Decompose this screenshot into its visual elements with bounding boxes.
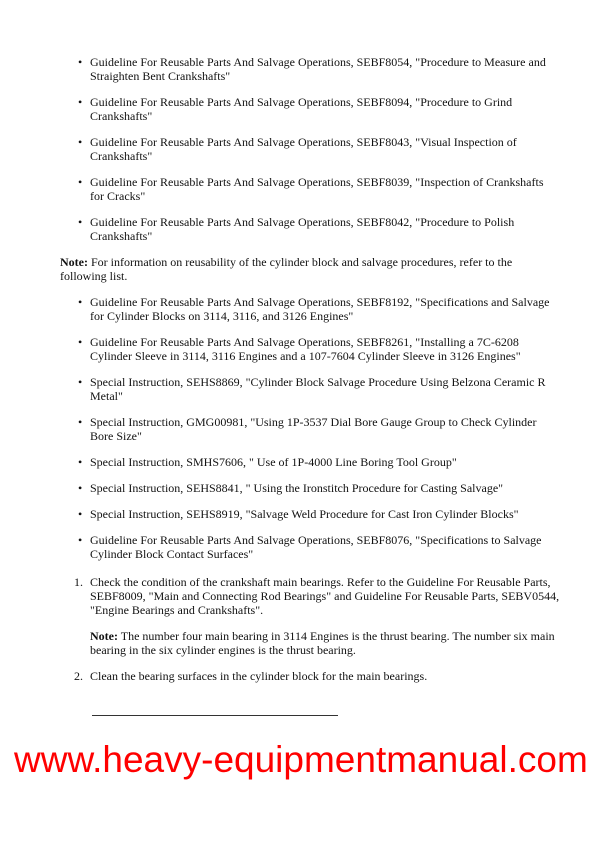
list-item-text: Guideline For Reusable Parts And Salvage Operations, SEBF8043, "Visual Inspection of Crankshafts"	[90, 135, 517, 163]
bullet: •	[78, 215, 83, 229]
bullet: •	[78, 533, 83, 547]
bullet: •	[78, 135, 83, 149]
list-item-text: Special Instruction, SEHS8919, "Salvage Weld Procedure for Cast Iron Cylinder Blocks"	[90, 507, 519, 521]
bullet: •	[78, 295, 83, 309]
note-thrust-bearing	[90, 629, 560, 657]
note-label: Note:	[60, 255, 88, 269]
list-item-text: Special Instruction, GMG00981, "Using 1P-3537 Dial Bore Gauge Group to Check Cylinder Bore Size"	[90, 415, 537, 443]
bullet: •	[78, 55, 83, 69]
list-item-text: Special Instruction, SEHS8869, "Cylinder Block Salvage Procedure Using Belzona Ceramic R Metal"	[90, 375, 546, 403]
cylinder-block-reference-list	[0, 295, 600, 561]
list-item-text: Special Instruction, SMHS7606, " Use of 1P-4000 Line Boring Tool Group"	[90, 455, 457, 469]
step-number: 1.	[74, 575, 83, 589]
list-item-text: Guideline For Reusable Parts And Salvage Operations, SEBF8192, "Specifications and Salvage for Cylinder Blocks on 3114, 3116, and 3126 Engines"	[90, 295, 550, 323]
step-number: 2.	[74, 669, 83, 683]
note-label: Note:	[90, 629, 118, 643]
list-item	[78, 533, 560, 561]
list-item	[78, 335, 560, 363]
bullet: •	[78, 507, 83, 521]
note-text: The number four main bearing in 3114 Engines is the thrust bearing. The number six main bearing in the six cylinder engines is the thrust bearing.	[90, 629, 555, 657]
note-cylinder-block	[60, 255, 560, 283]
bullet: •	[78, 481, 83, 495]
list-item-text: Guideline For Reusable Parts And Salvage Operations, SEBF8076, "Specifications to Salvage Cylinder Block Contact Surfaces"	[90, 533, 542, 561]
list-item-text: Guideline For Reusable Parts And Salvage Operations, SEBF8042, "Procedure to Polish Crankshafts"	[90, 215, 515, 243]
list-item-text: Guideline For Reusable Parts And Salvage Operations, SEBF8261, "Installing a 7C-6208 Cylinder Sleeve in 3114, 3116 Engines and a 107-7604 Cylinder Sleeve in 3126 Engines"	[90, 335, 521, 363]
bullet: •	[78, 335, 83, 349]
list-item	[78, 95, 560, 123]
list-item	[78, 175, 560, 203]
step-1	[74, 575, 560, 617]
list-item	[78, 215, 560, 243]
list-item-text: Guideline For Reusable Parts And Salvage Operations, SEBF8094, "Procedure to Grind Crankshafts"	[90, 95, 513, 123]
bullet: •	[78, 375, 83, 389]
watermark: www.heavy-equipmentmanual.com	[14, 739, 588, 780]
crankshaft-reference-list	[0, 55, 600, 243]
list-item-text: Special Instruction, SEHS8841, " Using the Ironstitch Procedure for Casting Salvage"	[90, 481, 504, 495]
list-item-text: Guideline For Reusable Parts And Salvage Operations, SEBF8039, "Inspection of Crankshafts for Cracks"	[90, 175, 544, 203]
bullet: •	[78, 455, 83, 469]
list-item	[78, 507, 560, 521]
step-2	[74, 669, 560, 683]
list-item	[78, 375, 560, 403]
list-item	[78, 455, 560, 469]
list-item	[78, 415, 560, 443]
step-text: Check the condition of the crankshaft main bearings. Refer to the Guideline For Reusable Parts, SEBF8009, "Main and Connecting Rod Bearings" and Guideline For Reusable Parts, SEBV0544, "Engine Bearings and Crankshafts".	[90, 575, 560, 617]
list-item-text: Guideline For Reusable Parts And Salvage Operations, SEBF8054, "Procedure to Measure and Straighten Bent Crankshafts"	[90, 55, 546, 83]
list-item	[78, 295, 560, 323]
list-item	[78, 481, 560, 495]
list-item	[78, 135, 560, 163]
bullet: •	[78, 415, 83, 429]
list-item	[78, 55, 560, 83]
note-text: For information on reusability of the cylinder block and salvage procedures, refer to the following list.	[60, 255, 513, 283]
footnote-divider	[92, 715, 338, 716]
bullet: •	[78, 95, 83, 109]
bullet: •	[78, 175, 83, 189]
step-text: Clean the bearing surfaces in the cylinder block for the main bearings.	[90, 669, 428, 683]
